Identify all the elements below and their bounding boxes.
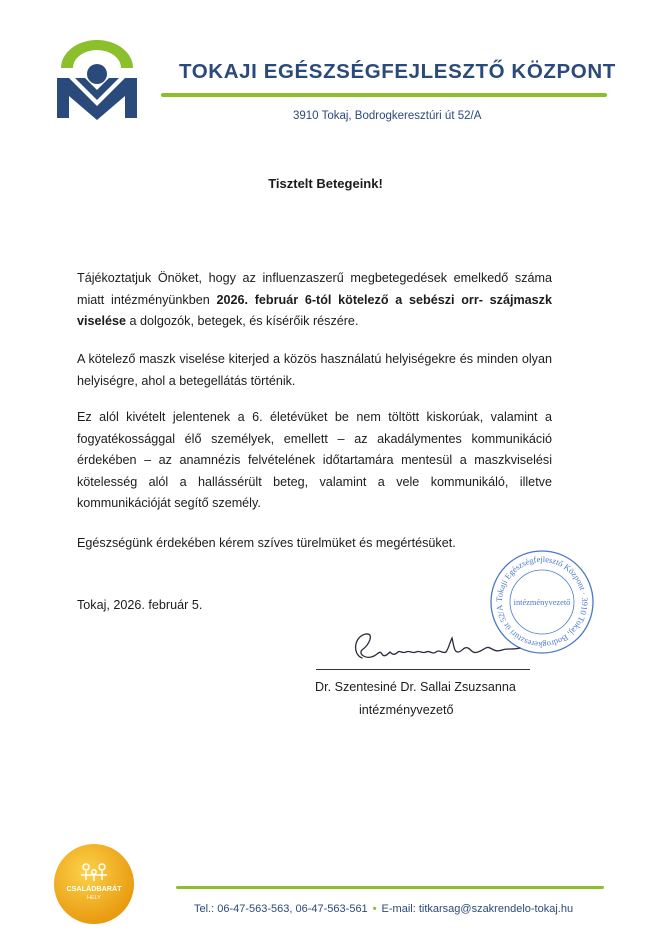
paragraph-emphasis: 2026. február 6-tól kötelező a sebészi orr- szájmaszk viselése bbox=[77, 292, 552, 329]
paragraph-scope: A kötelező maszk viselése kiterjed a közös használatú helyiségekre és minden olyan helyiségre, ahol a betegellátás történik. bbox=[77, 352, 552, 388]
paragraph-announcement bbox=[77, 268, 552, 333]
organization-logo bbox=[55, 38, 139, 120]
badge-line-2: HELY bbox=[87, 895, 101, 901]
stamp-center-text: intézményvezető bbox=[513, 598, 571, 607]
paragraph-closing: Egészségünk érdekében kérem szíves türelmüket és megértésüket. bbox=[77, 536, 456, 550]
letter-date: Tokaj, 2026. február 5. bbox=[77, 598, 203, 612]
organization-name: TOKAJI EGÉSZSÉGFEJLESZTŐ KÖZPONT bbox=[179, 60, 616, 83]
footer-contacts bbox=[194, 903, 573, 915]
paragraph-exceptions: Ez alól kivételt jelentenek a 6. életévüket be nem töltött kiskorúak, valamint a fogyatékossággal élő személyek, emellett – az akadálymentes kommunikáció érdekében – az anamnézis felvételének időtartamára mentesül a maszkviselési kötelesség alól a hallássérült beteg, valamint a vele kommunikáló, illetve kommunikációját segítő személy. bbox=[77, 410, 552, 511]
badge-line-1: CSALÁDBARÁT bbox=[66, 884, 122, 893]
footer-email: E-mail: titkarsag@szakrendelo-tokaj.hu bbox=[381, 903, 574, 915]
letter-greeting: Tisztelt Betegeink! bbox=[268, 176, 383, 191]
paragraph-text: a dolgozók, betegek, és kísérőik részére. bbox=[126, 314, 359, 329]
footer-separator-icon: • bbox=[372, 903, 377, 915]
footer-divider bbox=[176, 886, 604, 889]
signer-name: Dr. Szentesiné Dr. Sallai Zsuzsanna bbox=[315, 680, 516, 694]
signer-title: intézményvezető bbox=[359, 703, 454, 717]
signature-line bbox=[316, 669, 530, 670]
stamp-ring-text: Tokaji Egészségfejlesztő Központ · 3910 Tokaj, Bodrogkeresztúri út 52/A bbox=[494, 554, 590, 650]
header-divider bbox=[161, 93, 607, 97]
paragraph-text: Tájékoztatjuk Önöket, hogy az influenzaszerű megbetegedések emelkedő száma miatt intézményünkben bbox=[77, 271, 552, 307]
family-friendly-badge bbox=[53, 843, 135, 925]
footer-phone: Tel.: 06-47-563-563, 06-47-563-561 bbox=[194, 903, 368, 915]
handwritten-signature bbox=[348, 624, 526, 670]
organization-address: 3910 Tokaj, Bodrogkeresztúri út 52/A bbox=[293, 110, 482, 122]
